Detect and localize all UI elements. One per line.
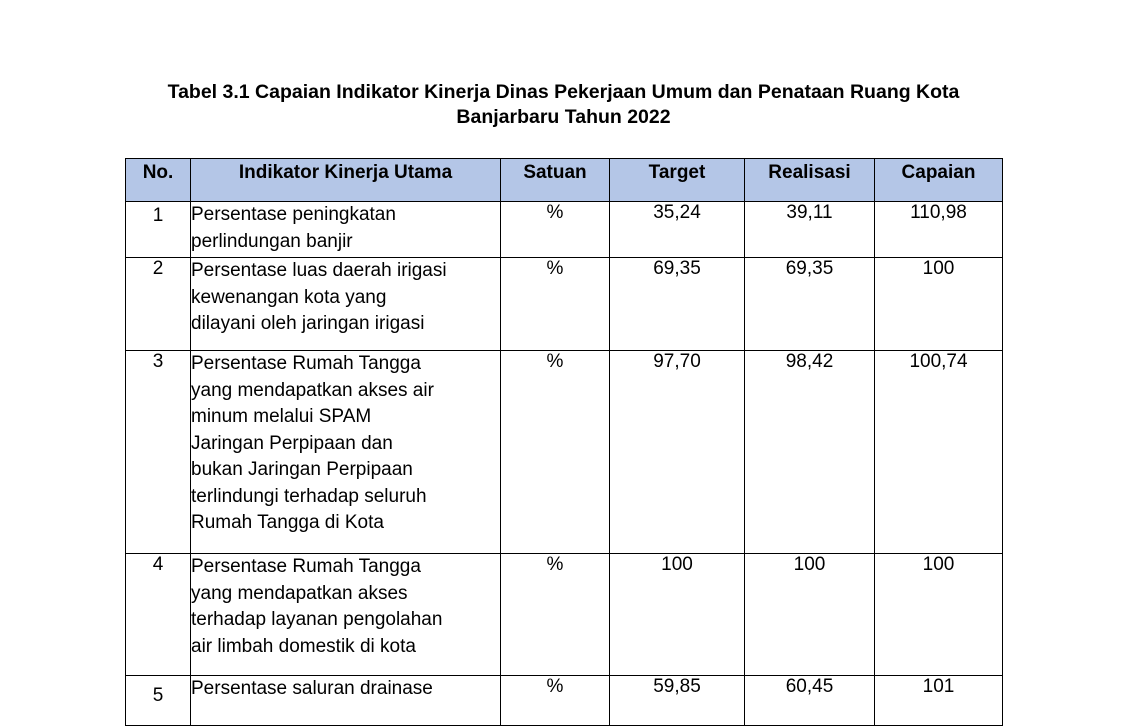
realisasi-cell: 100 <box>745 554 875 676</box>
indikator-text: Persentase peningkatan <box>191 204 396 225</box>
realisasi-cell: 39,11 <box>745 202 875 258</box>
indikator-cell <box>191 676 501 726</box>
indikator-text: kewenangan kota yang <box>191 286 387 308</box>
capaian-cell: 100 <box>875 258 1003 351</box>
indikator-text: yang mendapatkan akses <box>191 582 408 604</box>
satuan-cell: % <box>501 676 610 726</box>
header-capaian: Capaian <box>875 159 1003 202</box>
table-header-row <box>126 159 1003 202</box>
target-cell: 59,85 <box>610 676 745 726</box>
indikator-text: Rumah Tangga di Kota <box>191 512 384 533</box>
indikator-text: perlindungan banjir <box>191 230 353 252</box>
table-row <box>126 676 1003 726</box>
indikator-text: Persentase Rumah Tangga <box>191 556 421 577</box>
table-row <box>126 351 1003 554</box>
indikator-text: Jaringan Perpipaan dan <box>191 432 393 454</box>
row-number: 1 <box>126 202 191 258</box>
table-row <box>126 258 1003 351</box>
capaian-cell: 100 <box>875 554 1003 676</box>
indikator-cell <box>191 202 501 258</box>
satuan-cell: % <box>501 258 610 351</box>
indikator-text: Persentase saluran drainase <box>191 678 433 699</box>
satuan-cell: % <box>501 351 610 554</box>
indikator-cell <box>191 554 501 676</box>
satuan-cell: % <box>501 202 610 258</box>
table-title <box>0 80 1127 130</box>
indikator-cell <box>191 258 501 351</box>
row-number: 4 <box>126 554 191 676</box>
header-indikator: Indikator Kinerja Utama <box>191 159 501 202</box>
target-cell: 97,70 <box>610 351 745 554</box>
indikator-text: air limbah domestik di kota <box>191 635 416 657</box>
indikator-text: bukan Jaringan Perpipaan <box>191 459 413 480</box>
kpi-table <box>125 158 1003 726</box>
indikator-text: Persentase luas daerah irigasi <box>191 260 447 281</box>
capaian-cell: 110,98 <box>875 202 1003 258</box>
table-title-line-1: Tabel 3.1 Capaian Indikator Kinerja Dinas Pekerjaan Umum dan Penataan Ruang Kota <box>167 81 960 103</box>
capaian-cell: 100,74 <box>875 351 1003 554</box>
target-cell: 69,35 <box>610 258 745 351</box>
table-title-line-2: Banjarbaru Tahun 2022 <box>456 106 671 128</box>
indikator-text: terlindungi terhadap seluruh <box>191 485 427 507</box>
realisasi-cell: 98,42 <box>745 351 875 554</box>
header-realisasi: Realisasi <box>745 159 875 202</box>
target-cell: 35,24 <box>610 202 745 258</box>
indikator-text: dilayani oleh jaringan irigasi <box>191 313 425 334</box>
row-number: 2 <box>126 258 191 351</box>
indikator-text: terhadap layanan pengolahan <box>191 609 443 630</box>
indikator-text: yang mendapatkan akses air <box>191 379 434 401</box>
indikator-text: minum melalui SPAM <box>191 406 372 427</box>
target-cell: 100 <box>610 554 745 676</box>
table-row <box>126 202 1003 258</box>
row-number: 3 <box>126 351 191 554</box>
header-target: Target <box>610 159 745 202</box>
table-row <box>126 554 1003 676</box>
realisasi-cell: 60,45 <box>745 676 875 726</box>
indikator-text: Persentase Rumah Tangga <box>191 353 421 374</box>
row-number: 5 <box>126 676 191 726</box>
header-no: No. <box>126 159 191 202</box>
header-satuan: Satuan <box>501 159 610 202</box>
satuan-cell: % <box>501 554 610 676</box>
capaian-cell: 101 <box>875 676 1003 726</box>
indikator-cell <box>191 351 501 554</box>
realisasi-cell: 69,35 <box>745 258 875 351</box>
